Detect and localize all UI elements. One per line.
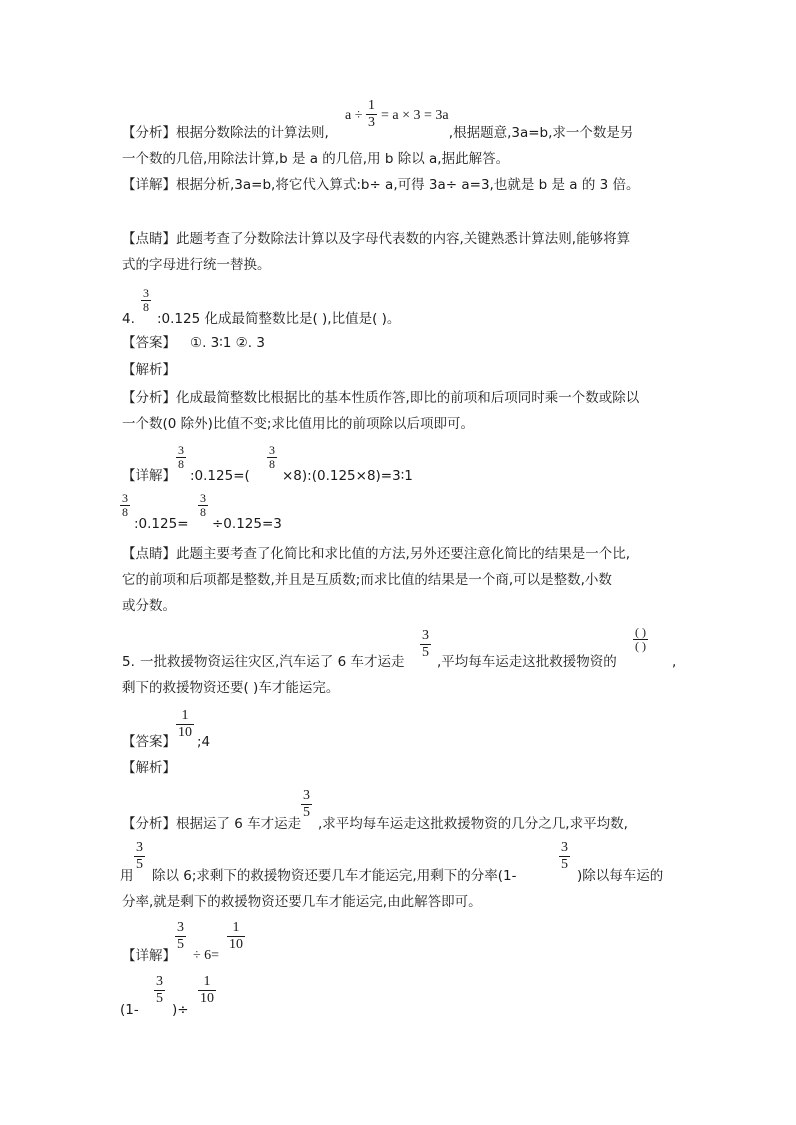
- q4-answer: [122, 334, 265, 352]
- q4-analysis-line1: [122, 389, 639, 407]
- q5-analysis-fraction-c: 3 5: [561, 840, 568, 872]
- q5-answer-fraction: 1 10: [178, 708, 192, 740]
- q5-question-text-c: ,: [672, 654, 677, 670]
- q4-detail2-text-b: ÷0.125=3: [212, 516, 282, 532]
- q4-detail2-text-a: :0.125=: [134, 516, 189, 532]
- q3-comment-line1: [122, 230, 630, 248]
- q3-analysis-text2: ,根据题意,3a=b,求一个数是另: [448, 125, 634, 141]
- q4-parse-label: 【解析】: [122, 362, 176, 378]
- q5-analysis-line3: 分率,就是剩下的救援物资还要几车才能运完,由此解答即可。: [122, 894, 482, 910]
- q5-detail1-mid: ÷ 6=: [193, 948, 220, 963]
- q4-number: 4.: [122, 311, 135, 327]
- q4-comment-text: 此题主要考查了化简比和求比值的方法,另外还要注意化简比的结果是一个比,: [176, 546, 631, 562]
- q5-detail2-pre: (1-: [120, 1002, 139, 1018]
- q3-formula-fraction: 1 3: [368, 98, 375, 130]
- q4-detail2-fraction-a: 3 8: [122, 491, 128, 519]
- q4-comment-line3: 或分数。: [122, 598, 176, 614]
- q4-analysis-line2: 一个数(0 除外)比值不变;求比值用比的前项除以后项即可。: [122, 416, 474, 432]
- q5-blank-fraction[interactable]: ( ) ( ): [635, 625, 646, 653]
- q3-detail: [122, 176, 640, 194]
- q5-answer-tail: ;4: [197, 734, 211, 750]
- q5-detail2-mid: )÷: [172, 1002, 189, 1018]
- q3-comment-line2: 式的字母进行统一替换。: [122, 257, 271, 273]
- q5-analysis-label: 【分析】: [122, 816, 176, 832]
- q3-analysis-line1: [122, 124, 633, 142]
- q4-question-fraction: 3 8: [143, 286, 149, 314]
- analysis-label: 【分析】: [122, 390, 176, 406]
- q4-comment-line2: 它的前项和后项都是整数,并且是互质数;而求比值的结果是一个商,可以是整数,小数: [122, 572, 612, 588]
- q5-question-text-b: ,平均每车运走这批救援物资的: [437, 654, 617, 670]
- analysis-label: 【分析】: [122, 125, 176, 141]
- q5-detail2-fraction-b: 1 10: [200, 974, 214, 1006]
- q5-analysis-text-c: 用: [120, 868, 134, 884]
- q5-analysis-text-d: 除以 6;求剩下的救援物资还要几车才能运完,用剩下的分率(1-: [152, 868, 517, 884]
- q5-question-text-a: 一批救援物资运往灾区,汽车运了 6 车才运走: [140, 654, 405, 670]
- q4-detail1-text-a: :0.125=(: [190, 468, 250, 484]
- q5-analysis-text-e: )除以每车运的: [577, 868, 664, 884]
- q4-question-text: :0.125 化成最简整数比是( ),比值是( )。: [157, 311, 401, 327]
- q3-formula-lead: a ÷: [345, 108, 363, 123]
- q5-question-line2: 剩下的救援物资还要( )车才能运完。: [122, 680, 340, 696]
- detail-label: 【详解】: [122, 177, 176, 193]
- q4-detail1-fraction-a: 3 8: [178, 443, 184, 471]
- q4-detail-label: 【详解】: [122, 468, 176, 484]
- q5-detail1-fraction-a: 3 5: [177, 920, 184, 952]
- q5-detail2-fraction-a: 3 5: [156, 974, 163, 1006]
- q5-answer-label: 【答案】: [122, 734, 176, 750]
- q5-detail-label: 【详解】: [122, 948, 176, 964]
- q5-analysis-text-a: 根据运了 6 车才运走: [176, 816, 302, 832]
- q4-detail1-text-b: ×8):(0.125×8)=3∶1: [282, 468, 413, 484]
- comment-label: 【点睛】: [122, 546, 176, 562]
- q5-detail1-fraction-b: 1 10: [229, 920, 243, 952]
- comment-label: 【点睛】: [122, 231, 176, 247]
- q3-comment-text: 此题考查了分数除法计算以及字母代表数的内容,关键熟悉计算法则,能够将算: [176, 231, 631, 247]
- q5-analysis-fraction-a: 3 5: [303, 788, 310, 820]
- q4-answer-text: ①. 3∶1 ②. 3: [190, 335, 265, 351]
- q5-number: 5.: [122, 654, 135, 670]
- q3-analysis-line2: 一个数的几倍,用除法计算,b 是 a 的几倍,用 b 除以 a,据此解答。: [122, 151, 510, 167]
- q3-formula-tail: = a × 3 = 3a: [381, 108, 449, 123]
- q5-question-fraction: 3 5: [422, 628, 429, 660]
- q4-analysis-text: 化成最简整数比根据比的基本性质作答,即比的前项和后项同时乘一个数或除以: [176, 390, 640, 406]
- q4-detail2-fraction-b: 3 8: [200, 491, 206, 519]
- q5-parse-label: 【解析】: [122, 760, 176, 776]
- q5-analysis-fraction-b: 3 5: [136, 840, 143, 872]
- q3-analysis-text1: 根据分数除法的计算法则,: [176, 125, 329, 141]
- q3-detail-text: 根据分析,3a=b,将它代入算式:b÷ a,可得 3a÷ a=3,也就是 b 是 a 的 3 倍。: [176, 177, 640, 193]
- q4-comment-line1: [122, 545, 630, 563]
- answer-label: 【答案】: [122, 335, 176, 351]
- q5-analysis-text-b: ,求平均每车运走这批救援物资的几分之几,求平均数,: [318, 816, 628, 832]
- q4-detail1-fraction-b: 3 8: [269, 443, 275, 471]
